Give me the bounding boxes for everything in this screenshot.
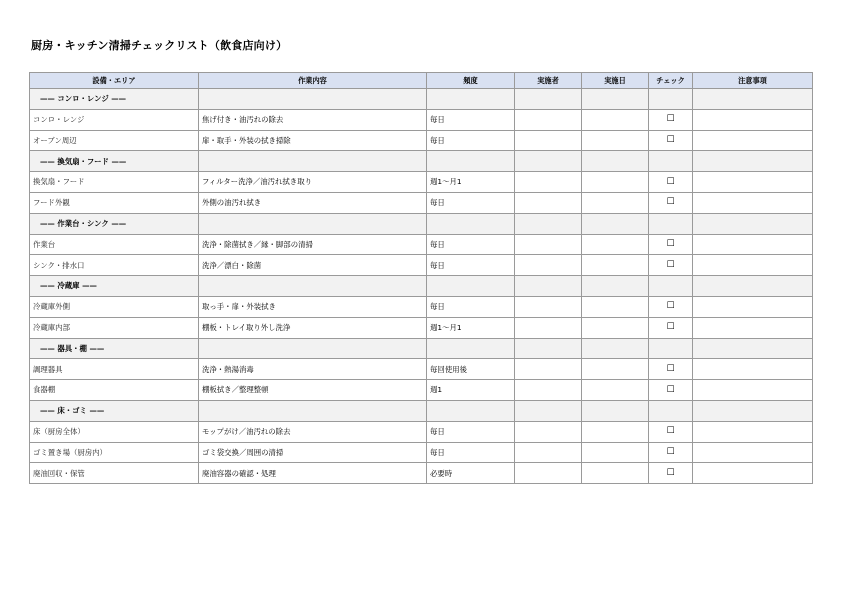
cell-staff[interactable] xyxy=(515,317,582,338)
section-row xyxy=(30,338,813,359)
cell-date[interactable] xyxy=(582,130,649,151)
section-empty-cell xyxy=(515,400,582,421)
section-label: —— 換気扇・フード —— xyxy=(30,151,199,172)
cell-task: フィルター洗浄／油汚れ拭き取り xyxy=(199,172,427,193)
cell-notes[interactable] xyxy=(693,380,813,401)
section-row xyxy=(30,276,813,297)
cell-task: 扉・取手・外装の拭き掃除 xyxy=(199,130,427,151)
cell-frequency: 毎日 xyxy=(427,296,515,317)
section-empty-cell xyxy=(582,400,649,421)
section-empty-cell xyxy=(199,213,427,234)
section-empty-cell xyxy=(582,151,649,172)
section-empty-cell xyxy=(649,276,693,297)
cell-area: シンク・排水口 xyxy=(30,255,199,276)
cell-task: 棚板拭き／整理整頓 xyxy=(199,380,427,401)
cell-notes[interactable] xyxy=(693,234,813,255)
cell-frequency: 週1〜月1 xyxy=(427,172,515,193)
section-empty-cell xyxy=(693,213,813,234)
section-empty-cell xyxy=(199,276,427,297)
cell-date[interactable] xyxy=(582,234,649,255)
cell-frequency: 毎日 xyxy=(427,192,515,213)
cell-frequency: 毎日 xyxy=(427,442,515,463)
check-checkbox[interactable]: ☐ xyxy=(649,172,693,193)
cell-task: 洗浄・除菌拭き／縁・脚部の清掃 xyxy=(199,234,427,255)
table-row xyxy=(30,317,813,338)
table-row xyxy=(30,255,813,276)
cell-notes[interactable] xyxy=(693,109,813,130)
cell-staff[interactable] xyxy=(515,380,582,401)
page-title: 厨房・キッチン清掃チェックリスト（飲食店向け） xyxy=(31,39,288,52)
check-checkbox[interactable]: ☐ xyxy=(649,255,693,276)
cell-notes[interactable] xyxy=(693,130,813,151)
table-row xyxy=(30,421,813,442)
table-row xyxy=(30,359,813,380)
cell-frequency: 必要時 xyxy=(427,463,515,484)
cell-frequency: 毎日 xyxy=(427,130,515,151)
cell-staff[interactable] xyxy=(515,255,582,276)
section-empty-cell xyxy=(649,213,693,234)
column-header-notes: 注意事項 xyxy=(693,73,813,89)
check-checkbox[interactable]: ☐ xyxy=(649,192,693,213)
cell-area: 作業台 xyxy=(30,234,199,255)
cell-notes[interactable] xyxy=(693,192,813,213)
cell-task: 廃油容器の確認・処理 xyxy=(199,463,427,484)
section-label: —— コンロ・レンジ —— xyxy=(30,89,199,110)
section-empty-cell xyxy=(427,338,515,359)
table-row xyxy=(30,463,813,484)
cell-staff[interactable] xyxy=(515,463,582,484)
table-row xyxy=(30,234,813,255)
cell-task: 外側の油汚れ拭き xyxy=(199,192,427,213)
section-label: —— 冷蔵庫 —— xyxy=(30,276,199,297)
section-row xyxy=(30,400,813,421)
cell-staff[interactable] xyxy=(515,109,582,130)
cell-date[interactable] xyxy=(582,442,649,463)
cell-area: 換気扇・フード xyxy=(30,172,199,193)
header-row xyxy=(30,73,813,89)
cell-date[interactable] xyxy=(582,109,649,130)
section-empty-cell xyxy=(693,89,813,110)
check-checkbox[interactable]: ☐ xyxy=(649,380,693,401)
section-empty-cell xyxy=(582,338,649,359)
table-row xyxy=(30,380,813,401)
cell-task: ゴミ袋交換／周囲の清掃 xyxy=(199,442,427,463)
table-row xyxy=(30,296,813,317)
section-empty-cell xyxy=(199,89,427,110)
cell-frequency: 毎日 xyxy=(427,421,515,442)
cell-date[interactable] xyxy=(582,317,649,338)
cell-area: 調理器具 xyxy=(30,359,199,380)
cell-date[interactable] xyxy=(582,296,649,317)
cell-area: ゴミ置き場（厨房内） xyxy=(30,442,199,463)
section-empty-cell xyxy=(649,151,693,172)
column-header-frequency: 頻度 xyxy=(427,73,515,89)
section-empty-cell xyxy=(649,89,693,110)
check-checkbox[interactable]: ☐ xyxy=(649,359,693,380)
cell-task: 棚板・トレイ取り外し洗浄 xyxy=(199,317,427,338)
table-row xyxy=(30,172,813,193)
check-checkbox[interactable]: ☐ xyxy=(649,130,693,151)
section-empty-cell xyxy=(199,338,427,359)
section-empty-cell xyxy=(693,338,813,359)
section-empty-cell xyxy=(199,151,427,172)
cell-staff[interactable] xyxy=(515,172,582,193)
cell-notes[interactable] xyxy=(693,463,813,484)
check-checkbox[interactable]: ☐ xyxy=(649,109,693,130)
section-row xyxy=(30,151,813,172)
cell-date[interactable] xyxy=(582,359,649,380)
cell-staff[interactable] xyxy=(515,421,582,442)
cell-notes[interactable] xyxy=(693,255,813,276)
cell-notes[interactable] xyxy=(693,172,813,193)
cell-area: 冷蔵庫内部 xyxy=(30,317,199,338)
column-header-staff: 実施者 xyxy=(515,73,582,89)
cell-task: 洗浄・熱湯消毒 xyxy=(199,359,427,380)
cell-notes[interactable] xyxy=(693,317,813,338)
section-empty-cell xyxy=(515,213,582,234)
cell-task: 洗浄／漂白・除菌 xyxy=(199,255,427,276)
cell-area: フード外観 xyxy=(30,192,199,213)
section-label: —— 器具・棚 —— xyxy=(30,338,199,359)
section-empty-cell xyxy=(427,400,515,421)
cell-frequency: 毎回使用後 xyxy=(427,359,515,380)
section-empty-cell xyxy=(427,213,515,234)
section-empty-cell xyxy=(582,89,649,110)
section-row xyxy=(30,89,813,110)
section-empty-cell xyxy=(199,400,427,421)
checklist-table xyxy=(29,72,813,484)
section-empty-cell xyxy=(515,276,582,297)
cell-date[interactable] xyxy=(582,172,649,193)
cell-task: 焦げ付き・油汚れの除去 xyxy=(199,109,427,130)
cell-area: 床（厨房全体） xyxy=(30,421,199,442)
cell-frequency: 毎日 xyxy=(427,234,515,255)
check-checkbox[interactable]: ☐ xyxy=(649,442,693,463)
section-empty-cell xyxy=(515,89,582,110)
cell-area: コンロ・レンジ xyxy=(30,109,199,130)
table-row xyxy=(30,192,813,213)
section-empty-cell xyxy=(582,276,649,297)
section-empty-cell xyxy=(693,151,813,172)
cell-area: オーブン周辺 xyxy=(30,130,199,151)
cell-date[interactable] xyxy=(582,380,649,401)
cell-staff[interactable] xyxy=(515,192,582,213)
cell-area: 廃油回収・保管 xyxy=(30,463,199,484)
cell-notes[interactable] xyxy=(693,442,813,463)
cell-staff[interactable] xyxy=(515,296,582,317)
cell-notes[interactable] xyxy=(693,296,813,317)
section-empty-cell xyxy=(649,338,693,359)
section-empty-cell xyxy=(427,89,515,110)
cell-area: 冷蔵庫外側 xyxy=(30,296,199,317)
cell-notes[interactable] xyxy=(693,421,813,442)
cell-staff[interactable] xyxy=(515,442,582,463)
cell-date[interactable] xyxy=(582,421,649,442)
cell-frequency: 毎日 xyxy=(427,109,515,130)
cell-task: 取っ手・扉・外装拭き xyxy=(199,296,427,317)
cell-staff[interactable] xyxy=(515,234,582,255)
table-row xyxy=(30,442,813,463)
cell-area: 食器棚 xyxy=(30,380,199,401)
table-row xyxy=(30,109,813,130)
column-header-area: 設備・エリア xyxy=(30,73,199,89)
section-label: —— 作業台・シンク —— xyxy=(30,213,199,234)
cell-frequency: 週1〜月1 xyxy=(427,317,515,338)
cell-date[interactable] xyxy=(582,255,649,276)
cell-task: モップがけ／油汚れの除去 xyxy=(199,421,427,442)
check-checkbox[interactable]: ☐ xyxy=(649,296,693,317)
section-empty-cell xyxy=(693,276,813,297)
section-label: —— 床・ゴミ —— xyxy=(30,400,199,421)
section-empty-cell xyxy=(427,276,515,297)
cell-frequency: 毎日 xyxy=(427,255,515,276)
check-checkbox[interactable]: ☐ xyxy=(649,421,693,442)
cell-date[interactable] xyxy=(582,192,649,213)
section-row xyxy=(30,213,813,234)
cell-notes[interactable] xyxy=(693,359,813,380)
cell-date[interactable] xyxy=(582,463,649,484)
column-header-task: 作業内容 xyxy=(199,73,427,89)
section-empty-cell xyxy=(515,338,582,359)
section-empty-cell xyxy=(582,213,649,234)
check-checkbox[interactable]: ☐ xyxy=(649,317,693,338)
section-empty-cell xyxy=(427,151,515,172)
cell-frequency: 週1 xyxy=(427,380,515,401)
section-empty-cell xyxy=(693,400,813,421)
table-row xyxy=(30,130,813,151)
column-header-check: チェック xyxy=(649,73,693,89)
section-empty-cell xyxy=(649,400,693,421)
column-header-date: 実施日 xyxy=(582,73,649,89)
cell-staff[interactable] xyxy=(515,359,582,380)
cell-staff[interactable] xyxy=(515,130,582,151)
section-empty-cell xyxy=(515,151,582,172)
check-checkbox[interactable]: ☐ xyxy=(649,234,693,255)
check-checkbox[interactable]: ☐ xyxy=(649,463,693,484)
